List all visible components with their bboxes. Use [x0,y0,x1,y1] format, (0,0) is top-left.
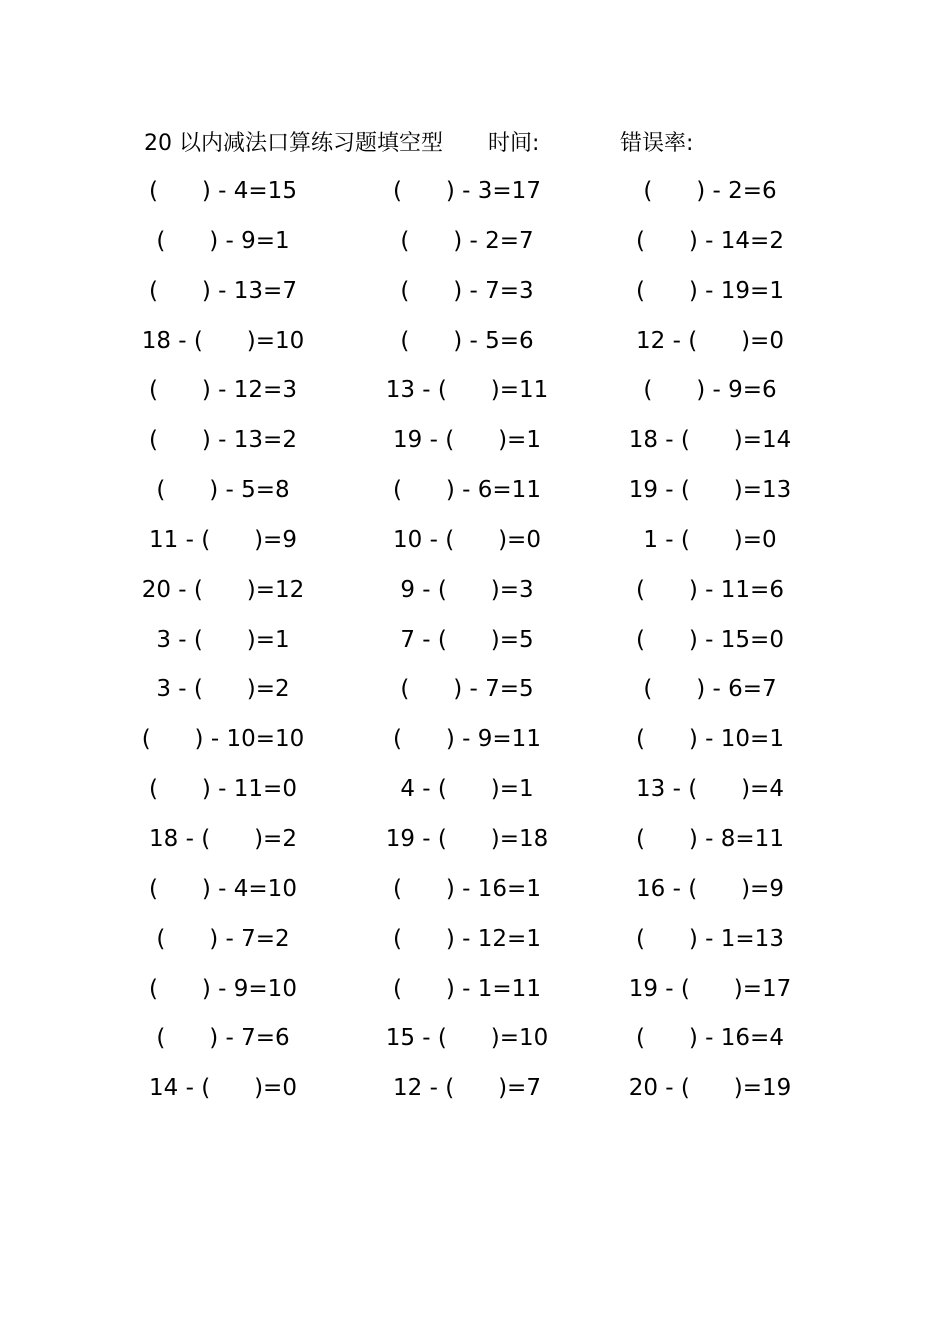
problem-row [0,922,950,972]
problem-row [0,623,950,673]
problem-row [0,672,950,722]
problem-item[interactable]: ( ) - 13=2 [149,427,297,454]
worksheet-header [0,127,950,161]
problem-item[interactable]: ( ) - 16=1 [393,875,541,902]
problem-row [0,274,950,324]
problem-item[interactable]: ( ) - 2=7 [400,227,534,254]
problem-item[interactable]: ( ) - 4=10 [149,875,297,902]
problem-item[interactable]: 18 - ( )=10 [141,327,305,354]
problem-item[interactable]: ( ) - 6=7 [643,676,777,703]
problem-item[interactable]: ( ) - 1=13 [636,925,784,952]
problem-row [0,772,950,822]
problem-item[interactable]: ( ) - 8=11 [636,825,784,852]
problem-item[interactable]: ( ) - 13=7 [149,277,297,304]
problem-item[interactable]: ( ) - 9=6 [643,377,777,404]
problem-item[interactable]: 9 - ( )=3 [400,576,534,603]
problem-item[interactable]: ( ) - 7=3 [400,277,534,304]
problem-item[interactable]: 19 - ( )=18 [385,825,549,852]
problem-item[interactable]: 12 - ( )=7 [393,1075,541,1102]
problem-item[interactable]: ( ) - 19=1 [636,277,784,304]
problem-item[interactable]: ( ) - 9=11 [393,726,541,753]
time-label: 时间: [488,131,540,156]
problem-row [0,174,950,224]
problem-item[interactable]: 3 - ( )=2 [156,676,290,703]
problem-item[interactable]: ( ) - 5=6 [400,327,534,354]
problem-item[interactable]: ( ) - 12=3 [149,377,297,404]
problem-item[interactable]: ( ) - 9=1 [156,227,290,254]
problem-item[interactable]: 14 - ( )=0 [149,1075,297,1102]
problem-item[interactable]: ( ) - 7=6 [156,1025,290,1052]
problem-item[interactable]: 20 - ( )=19 [628,1075,792,1102]
problem-row [0,1021,950,1071]
problem-item[interactable]: ( ) - 10=1 [636,726,784,753]
problem-item[interactable]: 7 - ( )=5 [400,626,534,653]
error-rate-label: 错误率: [620,131,694,156]
problem-row [0,1071,950,1121]
problem-row [0,473,950,523]
problem-item[interactable]: 18 - ( )=14 [628,427,792,454]
problem-item[interactable]: ( ) - 2=6 [643,178,777,204]
problem-grid [0,174,950,1121]
problem-item[interactable]: 12 - ( )=0 [636,327,784,354]
problem-item[interactable]: ( ) - 7=5 [400,676,534,703]
problem-item[interactable]: ( ) - 4=15 [149,178,297,204]
problem-row [0,373,950,423]
problem-item[interactable]: 15 - ( )=10 [385,1025,549,1052]
problem-item[interactable]: ( ) - 9=10 [149,975,297,1002]
problem-item[interactable]: 3 - ( )=1 [156,626,290,653]
problem-item[interactable]: ( ) - 12=1 [393,925,541,952]
problem-item[interactable]: 13 - ( )=11 [385,377,549,404]
problem-item[interactable]: 13 - ( )=4 [636,776,784,803]
problem-item[interactable]: 16 - ( )=9 [636,875,784,902]
problem-item[interactable]: 18 - ( )=2 [149,825,297,852]
problem-item[interactable]: ( ) - 15=0 [636,626,784,653]
problem-row [0,324,950,374]
problem-row [0,224,950,274]
problem-item[interactable]: ( ) - 14=2 [636,227,784,254]
problem-row [0,722,950,772]
problem-item[interactable]: 19 - ( )=13 [628,477,792,504]
problem-item[interactable]: ( ) - 5=8 [156,477,290,504]
problem-item[interactable]: 19 - ( )=17 [628,975,792,1002]
problem-item[interactable]: 20 - ( )=12 [141,576,305,603]
problem-row [0,423,950,473]
problem-item[interactable]: 10 - ( )=0 [393,526,541,553]
problem-item[interactable]: ( ) - 11=6 [636,576,784,603]
problem-item[interactable]: ( ) - 1=11 [393,975,541,1002]
problem-item[interactable]: ( ) - 7=2 [156,925,290,952]
problem-item[interactable]: ( ) - 11=0 [149,776,297,803]
problem-row [0,523,950,573]
problem-item[interactable]: ( ) - 10=10 [141,726,305,753]
problem-row [0,822,950,872]
problem-item[interactable]: ( ) - 16=4 [636,1025,784,1052]
problem-item[interactable]: ( ) - 3=17 [393,178,541,204]
problem-item[interactable]: 1 - ( )=0 [643,526,777,553]
problem-item[interactable]: 11 - ( )=9 [149,526,297,553]
problem-row [0,872,950,922]
problem-row [0,972,950,1022]
problem-item[interactable]: ( ) - 6=11 [393,477,541,504]
worksheet-title: 20 以内减法口算练习题填空型 [144,131,443,156]
problem-item[interactable]: 4 - ( )=1 [400,776,534,803]
problem-item[interactable]: 19 - ( )=1 [393,427,541,454]
problem-row [0,573,950,623]
